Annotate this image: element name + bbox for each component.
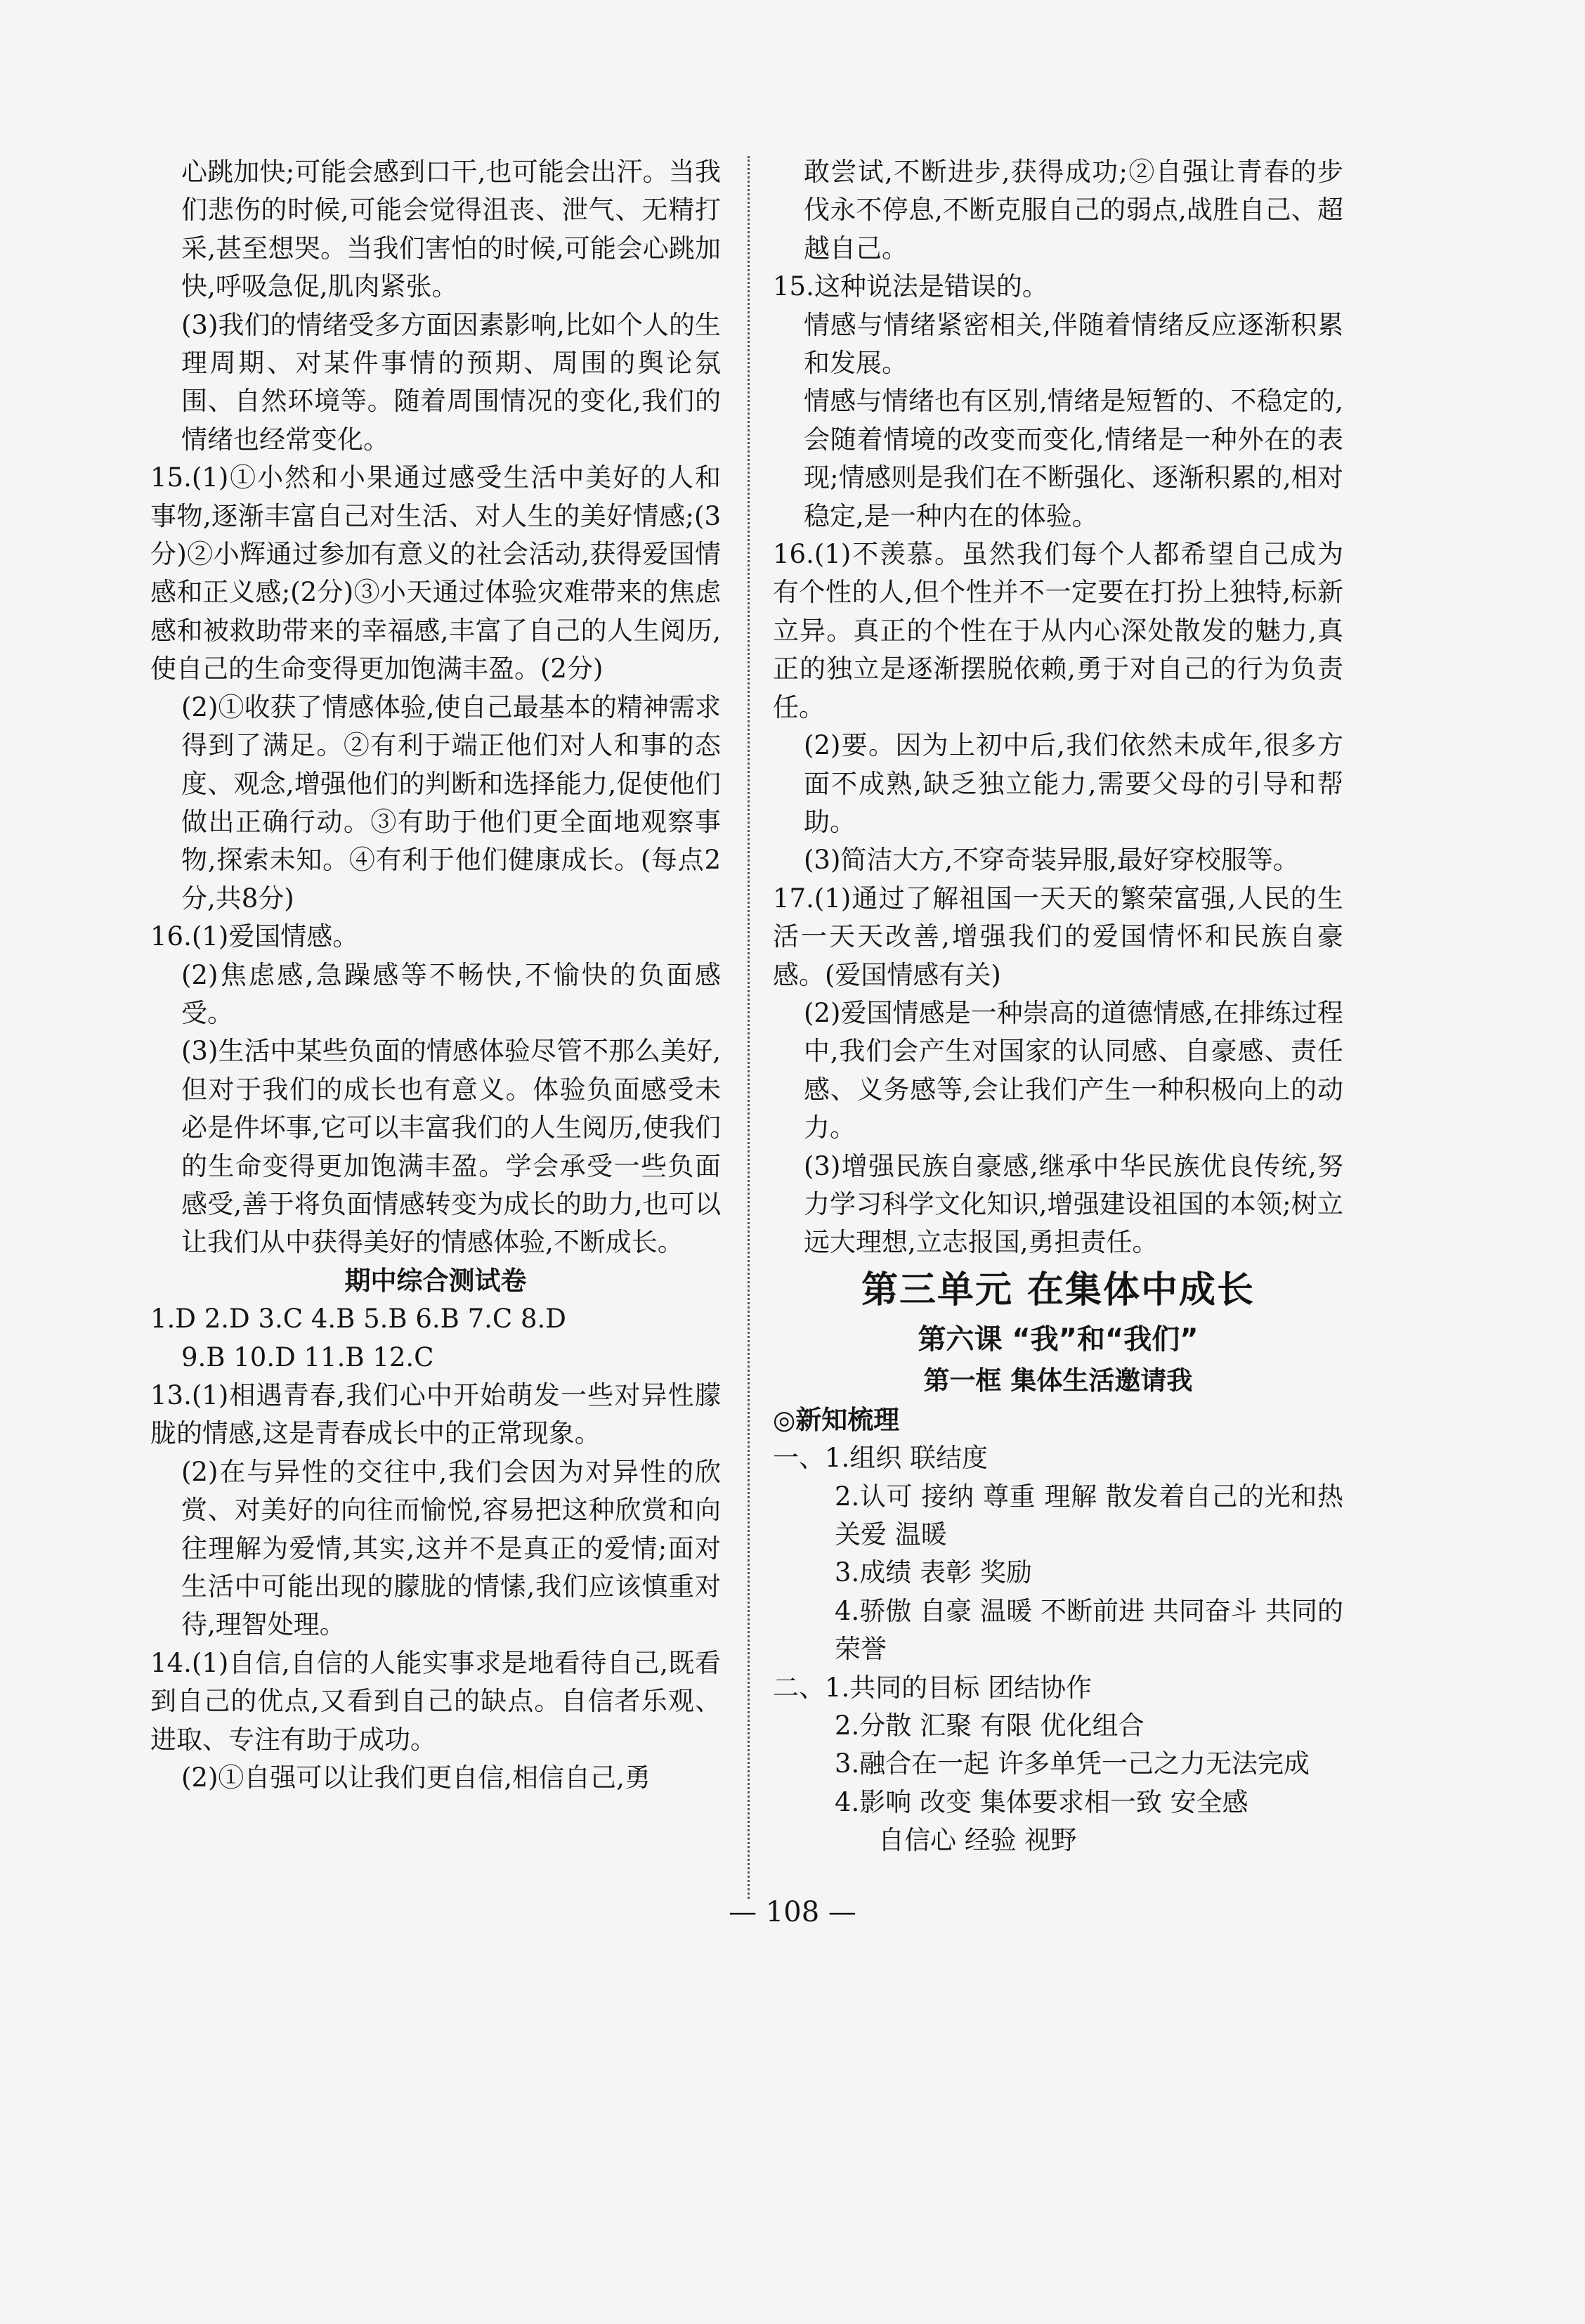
page-number: — 108 — bbox=[729, 1896, 856, 1928]
right-column bbox=[773, 153, 1343, 1860]
answer-paragraph: 2.认可 接纳 尊重 理解 散发着自己的光和热 关爱 温暖 bbox=[835, 1481, 1343, 1550]
left-column bbox=[150, 153, 721, 1797]
answer-paragraph: 敢尝试,不断进步,获得成功;②自强让青春的步伐永不停息,不断克服自己的弱点,战胜自己、超越自己。 bbox=[804, 157, 1343, 264]
answer-paragraph: 13.(1)相遇青春,我们心中开始萌发一些对异性朦胧的情感,这是青春成长中的正常现象。 bbox=[150, 1380, 721, 1449]
test-heading: 期中综合测试卷 bbox=[344, 1265, 527, 1296]
answer-paragraph: (3)我们的情绪受多方面因素影响,比如个人的生理周期、对某件事情的预期、周围的舆论氛围、自然环境等。随着周围情况的变化,我们的情绪也经常变化。 bbox=[181, 309, 721, 455]
answer-paragraph: (2)要。因为上初中后,我们依然未成年,很多方面不成熟,缺乏独立能力,需要父母的引导和帮助。 bbox=[804, 730, 1343, 837]
answer-paragraph: (2)焦虑感,急躁感等不畅快,不愉快的负面感受。 bbox=[181, 959, 721, 1028]
answer-paragraph: 4.骄傲 自豪 温暖 不断前进 共同奋斗 共同的荣誉 bbox=[835, 1595, 1343, 1665]
lesson-heading: 第六课 “我”和“我们” bbox=[918, 1323, 1199, 1356]
answer-paragraph: 4.影响 改变 集体要求相一致 安全感 bbox=[835, 1786, 1248, 1817]
unit-heading: 第三单元 在集体中成长 bbox=[861, 1268, 1255, 1311]
answer-paragraph: (3)生活中某些负面的情感体验尽管不那么美好,但对于我们的成长也有意义。体验负面感受未必是件坏事,它可以丰富我们的人生阅历,使我们的生命变得更加饱满丰盈。学会承受一些负面感受,善于将负面情感转变为成长的助力,也可以让我们从中获得美好的情感体验,不断成长。 bbox=[181, 1036, 721, 1258]
answer-paragraph: 9.B 10.D 11.B 12.C bbox=[181, 1342, 434, 1372]
answer-paragraph: (2)爱国情感是一种崇高的道德情感,在排练过程中,我们会产生对国家的认同感、自豪感、责任感、义务感等,会让我们产生一种积极向上的动力。 bbox=[804, 997, 1343, 1143]
answer-paragraph: 15.这种说法是错误的。 bbox=[773, 271, 1048, 302]
answer-paragraph: 3.成绩 表彰 奖励 bbox=[835, 1557, 1032, 1588]
answer-paragraph: 15.(1)①小然和小果通过感受生活中美好的人和事物,逐渐丰富自己对生活、对人生的美好情感;(3分)②小辉通过参加有意义的社会活动,获得爱国情感和正义感;(2分)③小天通过体验灾难带来的焦虑感和被救助带来的幸福感,丰富了自己的人生阅历,使自己的生命变得更加饱满丰盈。(2分) bbox=[150, 462, 721, 684]
answer-paragraph: (3)增强民族自豪感,继承中华民族优良传统,努力学习科学文化知识,增强建设祖国的本领;树立远大理想,立志报国,勇担责任。 bbox=[804, 1150, 1343, 1258]
answer-paragraph: 3.融合在一起 许多单凭一己之力无法完成 bbox=[835, 1748, 1310, 1779]
answer-paragraph: 一、1.组织 联结度 bbox=[773, 1443, 989, 1474]
answer-paragraph: 自信心 经验 视野 bbox=[878, 1825, 1077, 1856]
answer-paragraph: 16.(1)不羡慕。虽然我们每个人都希望自己成为有个性的人,但个性并不一定要在打扮上独特,标新立异。真正的个性在于从内心深处散发的魅力,真正的独立是逐渐摆脱依赖,勇于对自己的行为负责任。 bbox=[773, 539, 1343, 722]
frame-heading: 第一框 集体生活邀请我 bbox=[923, 1365, 1193, 1396]
answer-paragraph: 心跳加快;可能会感到口干,也可能会出汗。当我们悲伤的时候,可能会觉得沮丧、泄气、无精打采,甚至想哭。当我们害怕的时候,可能会心跳加快,呼吸急促,肌肉紧张。 bbox=[181, 157, 721, 302]
column-divider bbox=[748, 156, 750, 1899]
answer-paragraph: (3)简洁大方,不穿奇装异服,最好穿校服等。 bbox=[804, 845, 1299, 876]
answer-paragraph: (2)①自强可以让我们更自信,相信自己,勇 bbox=[181, 1763, 651, 1793]
answer-paragraph: 16.(1)爱国情感。 bbox=[150, 921, 359, 952]
answer-paragraph: (2)在与异性的交往中,我们会因为对异性的欣赏、对美好的向往而愉悦,容易把这种欣赏和向往理解为爱情,其实,这并不是真正的爱情;面对生活中可能出现的朦胧的情愫,我们应该慎重对待,理智处理。 bbox=[181, 1456, 721, 1640]
answer-paragraph: 14.(1)自信,自信的人能实事求是地看待自己,既看到自己的优点,又看到自己的缺点。自信者乐观、进取、专注有助于成功。 bbox=[150, 1647, 721, 1755]
answer-paragraph: 情感与情绪也有区别,情绪是短暂的、不稳定的,会随着情境的改变而变化,情绪是一种外在的表现;情感则是我们在不断强化、逐渐积累的,相对稳定,是一种内在的体验。 bbox=[804, 386, 1343, 531]
answer-paragraph: (2)①收获了情感体验,使自己最基本的精神需求得到了满足。②有利于端正他们对人和事的态度、观念,增强他们的判断和选择能力,促使他们做出正确行动。③有助于他们更全面地观察事物,探索未知。④有利于他们健康成长。(每点2分,共8分) bbox=[181, 692, 721, 914]
answer-paragraph: 17.(1)通过了解祖国一天天的繁荣富强,人民的生活一天天改善,增强我们的爱国情怀和民族自豪感。(爱国情感有关) bbox=[773, 883, 1343, 990]
answer-paragraph: 1.D 2.D 3.C 4.B 5.B 6.B 7.C 8.D bbox=[150, 1304, 566, 1335]
answer-paragraph: 2.分散 汇聚 有限 优化组合 bbox=[835, 1710, 1144, 1741]
answer-paragraph: 二、1.共同的目标 团结协作 bbox=[773, 1672, 1092, 1703]
section-heading: ◎新知梳理 bbox=[773, 1404, 900, 1435]
answer-paragraph: 情感与情绪紧密相关,伴随着情绪反应逐渐积累和发展。 bbox=[804, 309, 1343, 379]
